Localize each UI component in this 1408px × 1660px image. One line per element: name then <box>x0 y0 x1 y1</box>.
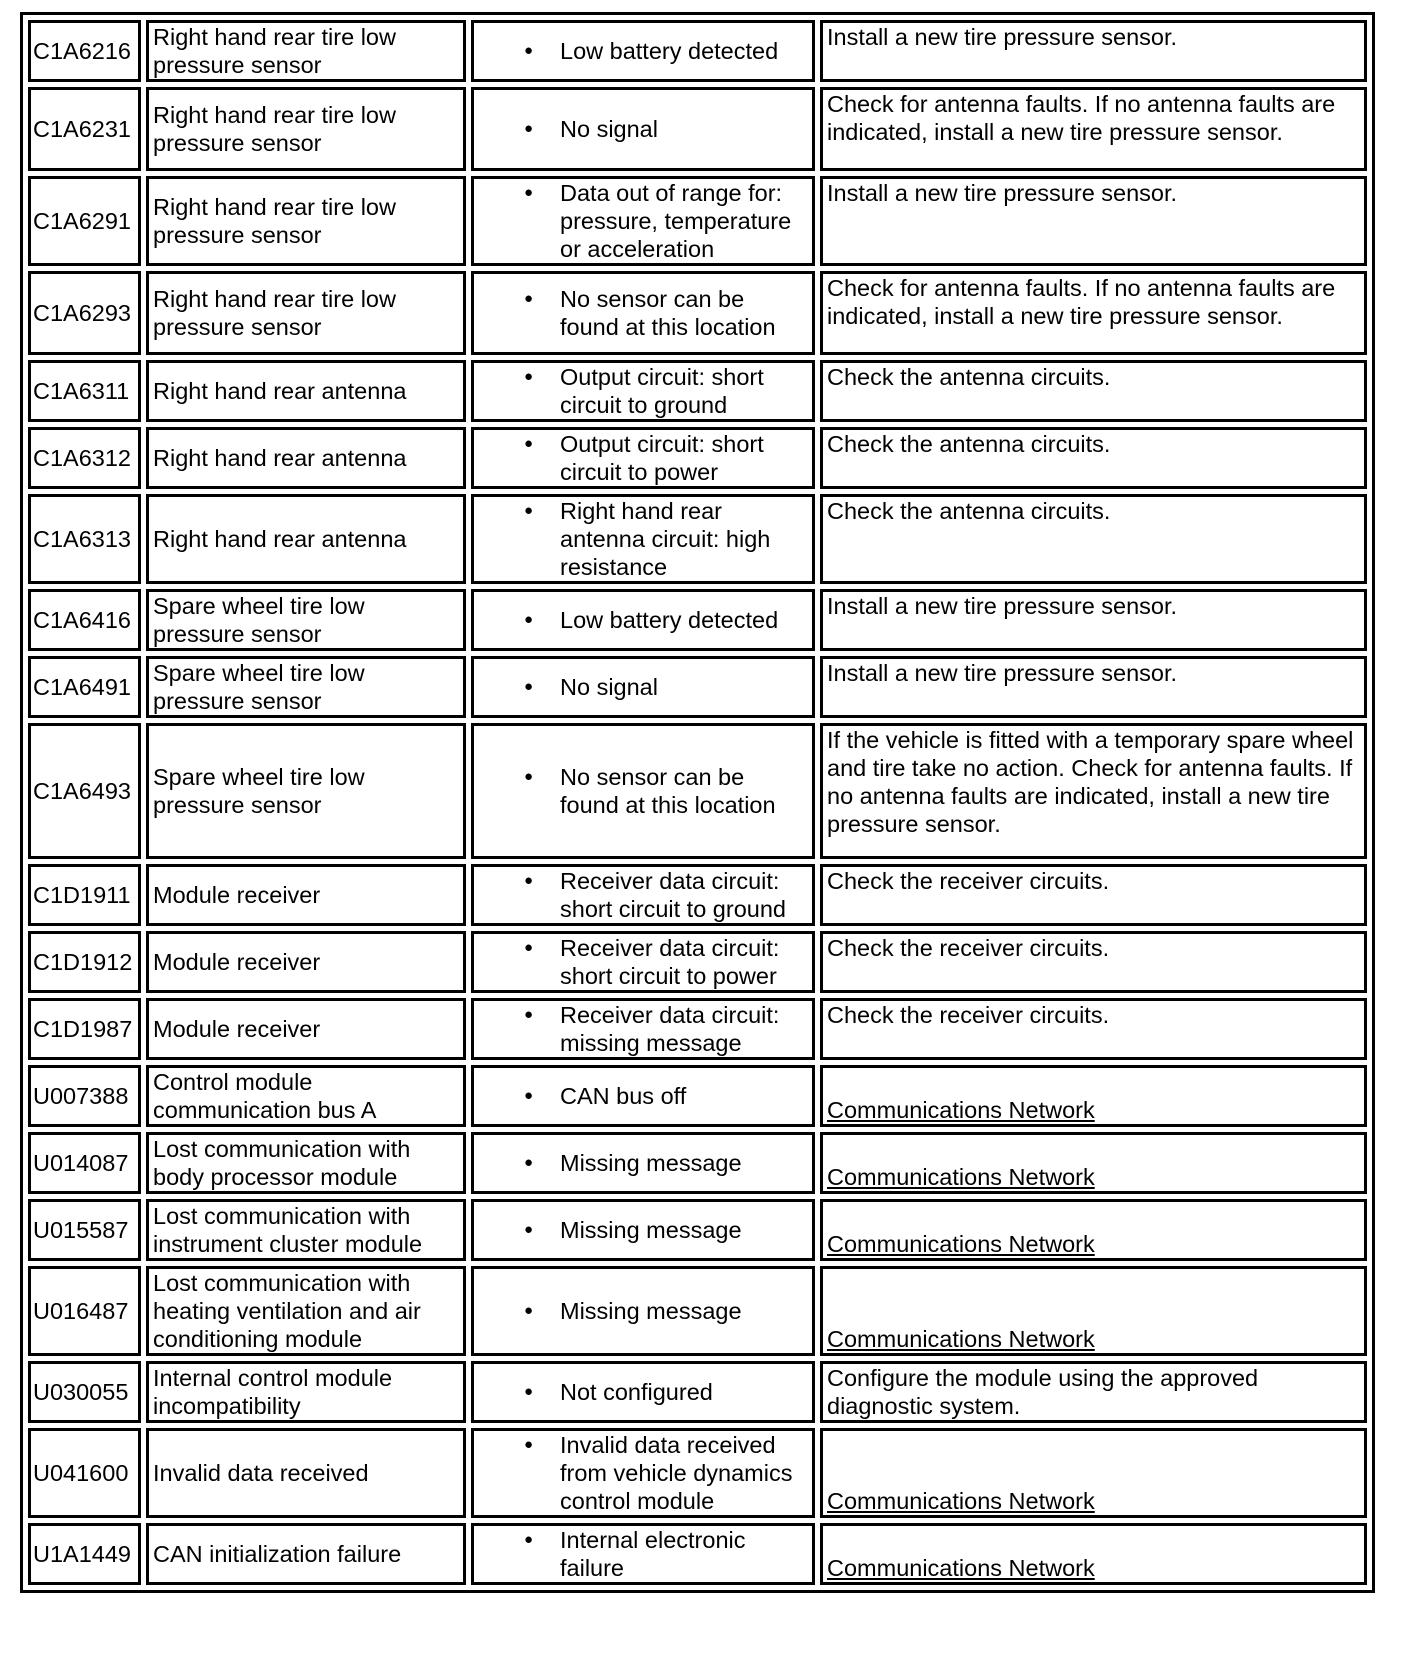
dtc-action-cell <box>820 864 1367 926</box>
dtc-description-cell: Right hand rear tire low pressure sensor <box>146 176 466 266</box>
action-text: Install a new tire pressure sensor. <box>827 180 1178 206</box>
action-text: Configure the module using the approved diagnostic system. <box>827 1365 1259 1419</box>
condition-list-item: ● Output circuit: short circuit to power <box>560 430 808 486</box>
dtc-condition-cell <box>471 1266 815 1356</box>
condition-list-item: ● Receiver data circuit: short circuit to power <box>560 934 808 990</box>
condition-list <box>474 179 808 263</box>
dtc-code-cell: C1D1912 <box>28 931 141 993</box>
dtc-action-cell <box>820 1065 1367 1127</box>
condition-list <box>474 934 808 990</box>
dtc-action-cell <box>820 176 1367 266</box>
table-row <box>28 656 1367 718</box>
action-text: Check for antenna faults. If no antenna faults are indicated, install a new tire pressure sensor. <box>827 91 1336 145</box>
dtc-code-cell: C1D1987 <box>28 998 141 1060</box>
dtc-code-cell: U014087 <box>28 1132 141 1194</box>
dtc-condition-cell <box>471 723 815 859</box>
dtc-code-cell: C1A6216 <box>28 20 141 82</box>
dtc-code-cell: U1A1449 <box>28 1523 141 1585</box>
dtc-action-cell <box>820 589 1367 651</box>
table-row <box>28 20 1367 82</box>
dtc-action-cell <box>820 931 1367 993</box>
condition-list <box>474 1001 808 1057</box>
condition-list <box>474 1526 808 1582</box>
dtc-code-cell: C1A6231 <box>28 87 141 171</box>
dtc-description-cell: CAN initialization failure <box>146 1523 466 1585</box>
condition-list <box>474 1216 808 1244</box>
dtc-condition-cell <box>471 87 815 171</box>
dtc-code-cell: C1A6491 <box>28 656 141 718</box>
dtc-action-cell <box>820 494 1367 584</box>
table-row <box>28 1266 1367 1356</box>
condition-list <box>474 1082 808 1110</box>
dtc-code-cell: C1D1911 <box>28 864 141 926</box>
condition-list-item: ● Invalid data received from vehicle dynamics control module <box>560 1431 808 1515</box>
dtc-condition-cell <box>471 1361 815 1423</box>
condition-list-item: ● No signal <box>560 673 808 701</box>
dtc-condition-cell <box>471 271 815 355</box>
dtc-condition-cell <box>471 1523 815 1585</box>
dtc-description-cell: Spare wheel tire low pressure sensor <box>146 656 466 718</box>
condition-list <box>474 867 808 923</box>
dtc-condition-cell <box>471 20 815 82</box>
condition-list-item: ● Low battery detected <box>560 37 808 65</box>
table-row <box>28 1523 1367 1585</box>
condition-list-item: ● Data out of range for: pressure, temperature or acceleration <box>560 179 808 263</box>
dtc-action-cell <box>820 20 1367 82</box>
action-text: Install a new tire pressure sensor. <box>827 24 1178 50</box>
action-text: If the vehicle is fitted with a temporary spare wheel and tire take no action. Check for antenna faults. If no antenna faults are indicated, install a new tire pressure sensor. <box>827 727 1354 837</box>
table-row <box>28 864 1367 926</box>
action-text: Check the antenna circuits. <box>827 431 1111 457</box>
dtc-action-cell <box>820 1199 1367 1261</box>
dtc-description-cell: Right hand rear tire low pressure sensor <box>146 87 466 171</box>
action-text: Check the antenna circuits. <box>827 364 1111 390</box>
action-text: Check the receiver circuits. <box>827 1002 1110 1028</box>
table-row <box>28 1065 1367 1127</box>
dtc-description-cell: Right hand rear tire low pressure sensor <box>146 271 466 355</box>
communications-network-link[interactable]: Communications Network <box>827 1488 1095 1514</box>
dtc-condition-cell <box>471 1132 815 1194</box>
dtc-code-cell: C1A6293 <box>28 271 141 355</box>
table-row <box>28 1361 1367 1423</box>
dtc-description-cell: Internal control module incompatibility <box>146 1361 466 1423</box>
dtc-code-cell: C1A6291 <box>28 176 141 266</box>
condition-list-item: ● Receiver data circuit: missing message <box>560 1001 808 1057</box>
dtc-description-cell: Lost communication with instrument cluster module <box>146 1199 466 1261</box>
table-row <box>28 723 1367 859</box>
condition-list <box>474 1297 808 1325</box>
dtc-table <box>20 12 1375 1593</box>
table-row <box>28 494 1367 584</box>
condition-list-item: ● Missing message <box>560 1216 808 1244</box>
dtc-action-cell <box>820 656 1367 718</box>
condition-list-item: ● Not configured <box>560 1378 808 1406</box>
dtc-action-cell <box>820 998 1367 1060</box>
table-row <box>28 271 1367 355</box>
dtc-description-cell: Right hand rear tire low pressure sensor <box>146 20 466 82</box>
table-row <box>28 87 1367 171</box>
dtc-condition-cell <box>471 1428 815 1518</box>
condition-list <box>474 1431 808 1515</box>
table-row <box>28 360 1367 422</box>
dtc-condition-cell <box>471 589 815 651</box>
table-row <box>28 1132 1367 1194</box>
condition-list <box>474 673 808 701</box>
table-row <box>28 998 1367 1060</box>
dtc-action-cell <box>820 87 1367 171</box>
dtc-code-cell: C1A6416 <box>28 589 141 651</box>
dtc-description-cell: Lost communication with heating ventilation and air conditioning module <box>146 1266 466 1356</box>
action-text: Install a new tire pressure sensor. <box>827 660 1178 686</box>
communications-network-link[interactable]: Communications Network <box>827 1231 1095 1257</box>
condition-list-item: ● Receiver data circuit: short circuit to ground <box>560 867 808 923</box>
dtc-description-cell: Control module communication bus A <box>146 1065 466 1127</box>
table-row <box>28 589 1367 651</box>
action-text: Check the antenna circuits. <box>827 498 1111 524</box>
dtc-action-cell <box>820 360 1367 422</box>
communications-network-link[interactable]: Communications Network <box>827 1326 1095 1352</box>
condition-list <box>474 1149 808 1177</box>
condition-list <box>474 363 808 419</box>
dtc-condition-cell <box>471 656 815 718</box>
condition-list <box>474 115 808 143</box>
action-text: Check the receiver circuits. <box>827 868 1110 894</box>
condition-list <box>474 763 808 819</box>
condition-list-item: ● Low battery detected <box>560 606 808 634</box>
dtc-code-cell: C1A6311 <box>28 360 141 422</box>
dtc-condition-cell <box>471 494 815 584</box>
condition-list <box>474 1378 808 1406</box>
table-row <box>28 1428 1367 1518</box>
dtc-table-body <box>28 20 1367 1585</box>
condition-list-item: ● Output circuit: short circuit to ground <box>560 363 808 419</box>
dtc-condition-cell <box>471 1065 815 1127</box>
dtc-code-cell: U016487 <box>28 1266 141 1356</box>
action-text: Install a new tire pressure sensor. <box>827 593 1178 619</box>
table-row <box>28 931 1367 993</box>
action-text: Check the receiver circuits. <box>827 935 1110 961</box>
dtc-description-cell: Module receiver <box>146 931 466 993</box>
action-text: Check for antenna faults. If no antenna faults are indicated, install a new tire pressure sensor. <box>827 275 1336 329</box>
dtc-code-cell: C1A6493 <box>28 723 141 859</box>
dtc-condition-cell <box>471 998 815 1060</box>
condition-list-item: ● No sensor can be found at this location <box>560 285 808 341</box>
condition-list-item: ● No signal <box>560 115 808 143</box>
communications-network-link[interactable]: Communications Network <box>827 1555 1095 1581</box>
dtc-action-cell <box>820 427 1367 489</box>
condition-list-item: ● No sensor can be found at this location <box>560 763 808 819</box>
condition-list <box>474 285 808 341</box>
dtc-action-cell <box>820 1266 1367 1356</box>
dtc-action-cell <box>820 1132 1367 1194</box>
table-row <box>28 1199 1367 1261</box>
dtc-description-cell: Lost communication with body processor module <box>146 1132 466 1194</box>
condition-list-item: ● Missing message <box>560 1297 808 1325</box>
condition-list-item: ● Right hand rear antenna circuit: high resistance <box>560 497 808 581</box>
condition-list-item: ● CAN bus off <box>560 1082 808 1110</box>
communications-network-link[interactable]: Communications Network <box>827 1164 1095 1190</box>
dtc-code-cell: U041600 <box>28 1428 141 1518</box>
dtc-condition-cell <box>471 864 815 926</box>
condition-list-item: ● Missing message <box>560 1149 808 1177</box>
dtc-condition-cell <box>471 176 815 266</box>
dtc-code-cell: U030055 <box>28 1361 141 1423</box>
dtc-action-cell <box>820 1523 1367 1585</box>
dtc-condition-cell <box>471 931 815 993</box>
dtc-description-cell: Spare wheel tire low pressure sensor <box>146 723 466 859</box>
dtc-description-cell: Module receiver <box>146 864 466 926</box>
dtc-code-cell: U015587 <box>28 1199 141 1261</box>
dtc-condition-cell <box>471 360 815 422</box>
dtc-code-cell: U007388 <box>28 1065 141 1127</box>
dtc-description-cell: Spare wheel tire low pressure sensor <box>146 589 466 651</box>
dtc-condition-cell <box>471 1199 815 1261</box>
dtc-description-cell: Right hand rear antenna <box>146 494 466 584</box>
condition-list <box>474 606 808 634</box>
dtc-table-page <box>20 12 1375 1593</box>
dtc-code-cell: C1A6312 <box>28 427 141 489</box>
dtc-condition-cell <box>471 427 815 489</box>
table-row <box>28 176 1367 266</box>
dtc-description-cell: Right hand rear antenna <box>146 360 466 422</box>
dtc-action-cell <box>820 271 1367 355</box>
dtc-description-cell: Module receiver <box>146 998 466 1060</box>
table-row <box>28 427 1367 489</box>
dtc-action-cell <box>820 723 1367 859</box>
dtc-action-cell <box>820 1361 1367 1423</box>
condition-list <box>474 430 808 486</box>
dtc-description-cell: Right hand rear antenna <box>146 427 466 489</box>
dtc-action-cell <box>820 1428 1367 1518</box>
condition-list <box>474 37 808 65</box>
condition-list <box>474 497 808 581</box>
communications-network-link[interactable]: Communications Network <box>827 1097 1095 1123</box>
dtc-description-cell: Invalid data received <box>146 1428 466 1518</box>
dtc-code-cell: C1A6313 <box>28 494 141 584</box>
condition-list-item: ● Internal electronic failure <box>560 1526 808 1582</box>
